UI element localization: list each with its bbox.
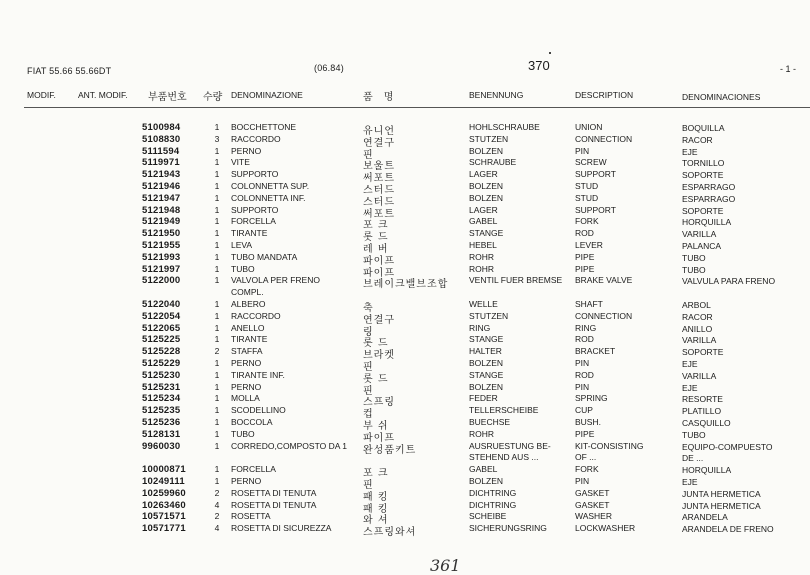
english-name: KIT-CONSISTING <box>575 440 644 451</box>
korean-name: 연결구 <box>363 137 395 149</box>
english-name: ROD <box>575 334 594 345</box>
spanish-name: VARILLA <box>682 229 717 240</box>
quantity: 1 <box>214 322 220 333</box>
quantity: 4 <box>214 523 220 534</box>
quantity: 1 <box>214 145 220 156</box>
spanish-name: EQUIPO-COMPUESTO <box>682 441 773 452</box>
spanish-name: JUNTA HERMETICA <box>682 488 761 499</box>
table-row <box>0 240 810 255</box>
german-name: BOLZEN <box>469 358 504 368</box>
table-row <box>0 216 810 232</box>
korean-name: 스프링와셔 <box>363 527 417 539</box>
english-name: SCREW <box>575 157 607 168</box>
english-name: UNION <box>575 122 603 132</box>
english-name: CUP <box>575 405 593 416</box>
part-number: 5121946 <box>142 181 181 192</box>
quantity: 1 <box>214 440 220 451</box>
german-name: HOHLSCHRAUBE <box>469 122 540 132</box>
part-number: 5111594 <box>142 145 180 157</box>
english-name: SUPPORT <box>575 169 616 180</box>
english-name: ROD <box>575 369 594 380</box>
korean-name: 파이프 <box>363 267 395 279</box>
german-name: GABEL <box>469 464 498 475</box>
spanish-name: HORQUILLA <box>682 217 732 228</box>
col-part-number: 부품번호 <box>148 92 187 103</box>
english-name: PIPE <box>575 251 595 262</box>
italian-name: COLONNETTA INF. <box>231 192 306 203</box>
table-row <box>0 511 810 527</box>
part-number: 5108830 <box>142 133 181 145</box>
korean-name: 유니언 <box>363 126 395 137</box>
english-name: PIN <box>575 476 590 486</box>
german-name: AUSRUESTUNG BE- <box>469 440 551 451</box>
part-number: 5128131 <box>142 428 181 440</box>
spanish-name: CASQUILLO <box>682 418 731 428</box>
part-number: 5125229 <box>142 358 181 369</box>
italian-name: FORCELLA <box>231 216 276 227</box>
spanish-name: ESPARRAGO <box>682 193 736 204</box>
english-name: PIPE <box>575 263 595 274</box>
german-name: BOLZEN <box>469 476 504 486</box>
korean-name: 연결구 <box>363 314 395 326</box>
english-name: CONNECTION <box>575 310 633 321</box>
korean-name: 스프링 <box>363 397 395 409</box>
spanish-name: EJE <box>682 146 698 157</box>
korean-name: 핀 <box>363 480 374 491</box>
table-row <box>0 393 810 409</box>
spanish-name: PALANCA <box>682 241 722 251</box>
korean-name: 핀 <box>363 385 374 397</box>
table-row <box>0 499 810 515</box>
table-row <box>0 157 810 173</box>
quantity: 2 <box>214 487 220 498</box>
col-quantity: 수량 <box>203 92 223 103</box>
part-number: 5125234 <box>142 393 181 405</box>
german-name: STANGE <box>469 334 504 345</box>
german-name: FEDER <box>469 393 498 404</box>
spanish-name: TORNILLO <box>682 158 725 169</box>
english-name: OF ... <box>575 452 597 463</box>
spanish-name: HORQUILLA <box>682 465 732 476</box>
italian-name: SCODELLINO <box>231 405 286 416</box>
italian-name: TUBO MANDATA <box>231 251 298 262</box>
german-name: STUTZEN <box>469 133 509 144</box>
german-name: ROHR <box>469 263 495 274</box>
spanish-name: RACOR <box>682 134 713 145</box>
korean-name: 패 킹 <box>363 503 389 515</box>
quantity: 1 <box>214 369 220 380</box>
spanish-name: ARANDELA <box>682 512 728 523</box>
table-row <box>0 334 810 350</box>
table-row <box>0 523 810 539</box>
korean-name: 스터드 <box>363 196 395 208</box>
german-name: VENTIL FUER BREMSE <box>469 275 563 286</box>
spanish-name: RACOR <box>682 311 713 322</box>
table-row <box>0 440 810 456</box>
german-name: STANGE <box>469 228 504 239</box>
quantity: 1 <box>214 381 220 392</box>
english-name: STUD <box>575 181 599 191</box>
english-name: LEVER <box>575 240 603 250</box>
table-row <box>0 228 810 244</box>
table-row <box>0 204 810 220</box>
italian-name: PERNO <box>231 381 262 392</box>
spanish-name: VARILLA <box>682 335 717 346</box>
korean-name: 브레이크밸브조합 <box>363 279 449 291</box>
col-modif: MODIF. <box>27 90 56 100</box>
col-denominaciones: DENOMINACIONES <box>682 92 761 102</box>
korean-name: 보울트 <box>363 161 395 173</box>
table-row <box>0 452 810 464</box>
english-name: STUD <box>575 192 599 203</box>
table-row <box>0 192 810 208</box>
part-number: 10259960 <box>142 487 186 499</box>
italian-name: RACCORDO <box>231 310 281 321</box>
spanish-name: SOPORTE <box>682 170 724 181</box>
english-name: SHAFT <box>575 299 603 309</box>
quantity: 1 <box>214 299 220 309</box>
korean-name: 롯 드 <box>363 338 389 350</box>
part-number: 5122040 <box>142 299 181 310</box>
table-row <box>0 487 810 503</box>
spanish-name: RESORTE <box>682 394 723 405</box>
col-ant-modif: ANT. MODIF. <box>78 90 128 100</box>
part-number: 5125228 <box>142 346 181 358</box>
english-name: PIN <box>575 381 590 392</box>
col-korean-name: 품 명 <box>363 92 394 103</box>
german-name: TELLERSCHEIBE <box>469 405 539 416</box>
quantity: 1 <box>214 181 220 191</box>
korean-name: 레 버 <box>363 244 389 255</box>
italian-name: BOCCOLA <box>231 417 273 427</box>
german-name: LAGER <box>469 169 498 180</box>
spanish-name: VALVULA PARA FRENO <box>682 276 776 287</box>
table-row <box>0 310 810 326</box>
english-name: BUSH. <box>575 417 601 427</box>
german-name: BUECHSE <box>469 417 511 427</box>
part-number: 5100984 <box>142 122 181 133</box>
italian-name: VALVOLA PER FRENO <box>231 275 320 286</box>
part-number: 5119971 <box>142 157 180 169</box>
spanish-name: ARBOL <box>682 300 711 310</box>
english-name: ROD <box>575 228 594 239</box>
part-number: 5121993 <box>142 251 181 263</box>
quantity: 1 <box>214 334 220 345</box>
german-name: DICHTRING <box>469 487 517 498</box>
english-name: LOCKWASHER <box>575 523 636 534</box>
part-number: 5121949 <box>142 216 181 228</box>
part-number: 10571771 <box>142 523 186 535</box>
english-name: RING <box>575 322 597 333</box>
italian-name: ROSETTA <box>231 511 271 522</box>
korean-name: 파이프 <box>363 255 395 267</box>
german-name: ROHR <box>469 251 495 262</box>
italian-name: STAFFA <box>231 346 263 357</box>
korean-name: 축 <box>363 303 374 314</box>
german-name: ROHR <box>469 428 495 439</box>
italian-name: ROSETTA DI SICUREZZA <box>231 523 332 534</box>
english-name: BRACKET <box>575 346 616 357</box>
part-number: 9960030 <box>142 440 181 452</box>
german-name: LAGER <box>469 204 498 215</box>
page-number: 370 <box>528 58 550 73</box>
part-number: 5125236 <box>142 417 181 428</box>
page-mark: - 1 - <box>779 64 796 74</box>
part-number: 10000871 <box>142 464 186 476</box>
part-number: 5125231 <box>142 381 181 393</box>
table-row <box>0 122 810 137</box>
german-name: GABEL <box>469 216 498 227</box>
korean-name: 와 셔 <box>363 515 389 527</box>
spanish-name: EJE <box>682 477 698 487</box>
table-row <box>0 417 810 432</box>
german-name: WELLE <box>469 299 498 309</box>
spanish-name: DE ... <box>682 453 704 464</box>
part-number: 10571571 <box>142 511 186 523</box>
quantity: 1 <box>214 310 220 321</box>
english-name: SPRING <box>575 393 608 404</box>
italian-name: TUBO <box>231 428 255 439</box>
spanish-name: TUBO <box>682 429 706 440</box>
table-row <box>0 405 810 421</box>
spanish-name: SOPORTE <box>682 347 724 358</box>
part-number: 5125225 <box>142 334 181 346</box>
korean-name: 핀 <box>363 362 374 373</box>
quantity: 1 <box>214 157 220 168</box>
english-name: WASHER <box>575 511 612 522</box>
korean-name: 파이프 <box>363 432 395 444</box>
italian-name: TIRANTE <box>231 334 268 345</box>
italian-name: TIRANTE INF. <box>231 369 285 380</box>
edition-date: (06.84) <box>314 63 344 73</box>
korean-name: 롯 드 <box>363 232 389 244</box>
part-number: 5121997 <box>142 263 181 275</box>
korean-name: 부 쉬 <box>363 421 389 432</box>
italian-name: PERNO <box>231 358 262 368</box>
english-name: PIN <box>575 145 590 156</box>
quantity: 1 <box>214 169 220 180</box>
quantity: 1 <box>214 263 220 274</box>
italian-name: TUBO <box>231 263 255 274</box>
spanish-name: ESPARRAGO <box>682 182 736 192</box>
korean-name: 롯 드 <box>363 373 389 385</box>
german-name: SCHRAUBE <box>469 157 517 168</box>
quantity: 1 <box>214 393 220 404</box>
part-number: 5121947 <box>142 192 181 204</box>
table-row <box>0 322 810 338</box>
korean-name: 포 크 <box>363 468 389 480</box>
korean-name: 패 킹 <box>363 491 389 503</box>
german-name: BOLZEN <box>469 145 504 156</box>
part-number: 5122000 <box>142 275 181 287</box>
italian-name: LEVA <box>231 240 253 250</box>
part-number: 10263460 <box>142 499 186 511</box>
part-number: 5125230 <box>142 369 181 381</box>
part-number: 5121955 <box>142 240 181 251</box>
part-number: 5121950 <box>142 228 181 240</box>
spanish-name: VARILLA <box>682 370 717 381</box>
german-name: BOLZEN <box>469 381 504 392</box>
english-name: PIPE <box>575 428 595 439</box>
table-row <box>0 169 810 185</box>
italian-name: FORCELLA <box>231 464 276 475</box>
german-name: BOLZEN <box>469 181 504 191</box>
table-row <box>0 369 810 385</box>
table-row <box>0 476 810 491</box>
table-row <box>0 263 810 279</box>
spanish-name: PLATILLO <box>682 406 722 417</box>
italian-name: SUPPORTO <box>231 204 279 215</box>
korean-name: 완성품키트 <box>363 444 417 456</box>
italian-name: SUPPORTO <box>231 169 279 180</box>
table-row <box>0 275 810 291</box>
italian-name: ROSETTA DI TENUTA <box>231 499 317 510</box>
table-row <box>0 287 810 299</box>
table-row <box>0 299 810 314</box>
german-name: STANGE <box>469 369 504 380</box>
english-name: PIN <box>575 358 590 368</box>
quantity: 1 <box>214 228 220 239</box>
italian-name: ROSETTA DI TENUTA <box>231 487 317 498</box>
quantity: 1 <box>214 204 220 215</box>
korean-name: 브라켓 <box>363 350 395 362</box>
english-name: SUPPORT <box>575 204 616 215</box>
quantity: 1 <box>214 251 220 262</box>
header-rule <box>24 107 810 108</box>
german-name: STEHEND AUS ... <box>469 452 539 463</box>
korean-name: 스터드 <box>363 185 395 196</box>
german-name: HALTER <box>469 346 502 357</box>
italian-name: PERNO <box>231 476 262 486</box>
part-number: 5121943 <box>142 169 181 181</box>
table-row <box>0 133 810 149</box>
korean-name: 써포트 <box>363 173 395 185</box>
quantity: 1 <box>214 476 220 486</box>
german-name: SCHEIBE <box>469 511 507 522</box>
spanish-name: EJE <box>682 359 698 369</box>
spanish-name: SOPORTE <box>682 205 724 216</box>
quantity: 1 <box>214 122 220 132</box>
quantity: 4 <box>214 499 220 510</box>
spanish-name: BOQUILLA <box>682 123 725 133</box>
part-number: 5122065 <box>142 322 181 334</box>
german-name: STUTZEN <box>469 310 509 321</box>
italian-name: PERNO <box>231 145 262 156</box>
spanish-name: EJE <box>682 382 698 393</box>
table-row <box>0 251 810 267</box>
print-dot <box>549 52 551 54</box>
spanish-name: ARANDELA DE FRENO <box>682 524 774 535</box>
table-row <box>0 145 810 161</box>
spanish-name: ANILLO <box>682 323 713 334</box>
spanish-name: JUNTA HERMETICA <box>682 500 761 511</box>
table-row <box>0 381 810 397</box>
italian-name: RACCORDO <box>231 133 281 144</box>
korean-name: 써포트 <box>363 208 395 220</box>
table-row <box>0 346 810 362</box>
part-number: 10249111 <box>142 476 185 487</box>
italian-name: COLONNETTA SUP. <box>231 181 310 191</box>
table-row <box>0 464 810 480</box>
italian-name: TIRANTE <box>231 228 268 239</box>
quantity: 2 <box>214 346 220 357</box>
quantity: 1 <box>214 405 220 416</box>
table-row <box>0 358 810 373</box>
quantity: 1 <box>214 464 220 475</box>
part-number: 5122054 <box>142 310 181 322</box>
german-name: BOLZEN <box>469 192 504 203</box>
quantity: 1 <box>214 240 220 250</box>
korean-name: 컵 <box>363 409 374 421</box>
quantity: 3 <box>214 133 220 144</box>
german-name: HEBEL <box>469 240 497 250</box>
handwritten-page-note: 361 <box>430 556 461 575</box>
english-name: BRAKE VALVE <box>575 275 633 286</box>
quantity: 1 <box>214 428 220 439</box>
korean-name: 핀 <box>363 149 374 161</box>
english-name: GASKET <box>575 487 610 498</box>
english-name: CONNECTION <box>575 133 633 144</box>
italian-name: ALBERO <box>231 299 266 309</box>
table-row <box>0 428 810 444</box>
italian-name: ANELLO <box>231 322 265 333</box>
quantity: 1 <box>214 216 220 227</box>
quantity: 2 <box>214 511 220 522</box>
quantity: 1 <box>214 275 220 286</box>
col-description: DESCRIPTION <box>575 90 634 100</box>
italian-name: MOLLA <box>231 393 260 404</box>
german-name: DICHTRING <box>469 499 517 510</box>
col-benennung: BENENNUNG <box>469 90 524 100</box>
italian-name: CORREDO,COMPOSTO DA 1 <box>231 440 348 451</box>
english-name: GASKET <box>575 499 610 510</box>
english-name: FORK <box>575 216 599 227</box>
part-number: 5121948 <box>142 204 181 216</box>
quantity: 1 <box>214 358 220 368</box>
spanish-name: TUBO <box>682 264 706 275</box>
german-name: RING <box>469 322 491 333</box>
quantity: 1 <box>214 192 220 203</box>
model-title: FIAT 55.66 55.66DT <box>27 66 112 76</box>
english-name: FORK <box>575 464 599 475</box>
italian-name: BOCCHETTONE <box>231 122 297 132</box>
italian-name: VITE <box>231 157 250 168</box>
korean-name: 링 <box>363 326 374 338</box>
table-row <box>0 181 810 196</box>
spanish-name: TUBO <box>682 252 706 263</box>
german-name: SICHERUNGSRING <box>469 523 547 534</box>
part-number: 5125235 <box>142 405 181 417</box>
italian-name: COMPL. <box>231 287 264 298</box>
col-denominazione: DENOMINAZIONE <box>231 90 303 100</box>
korean-name: 포 크 <box>363 220 389 232</box>
quantity: 1 <box>214 417 220 427</box>
